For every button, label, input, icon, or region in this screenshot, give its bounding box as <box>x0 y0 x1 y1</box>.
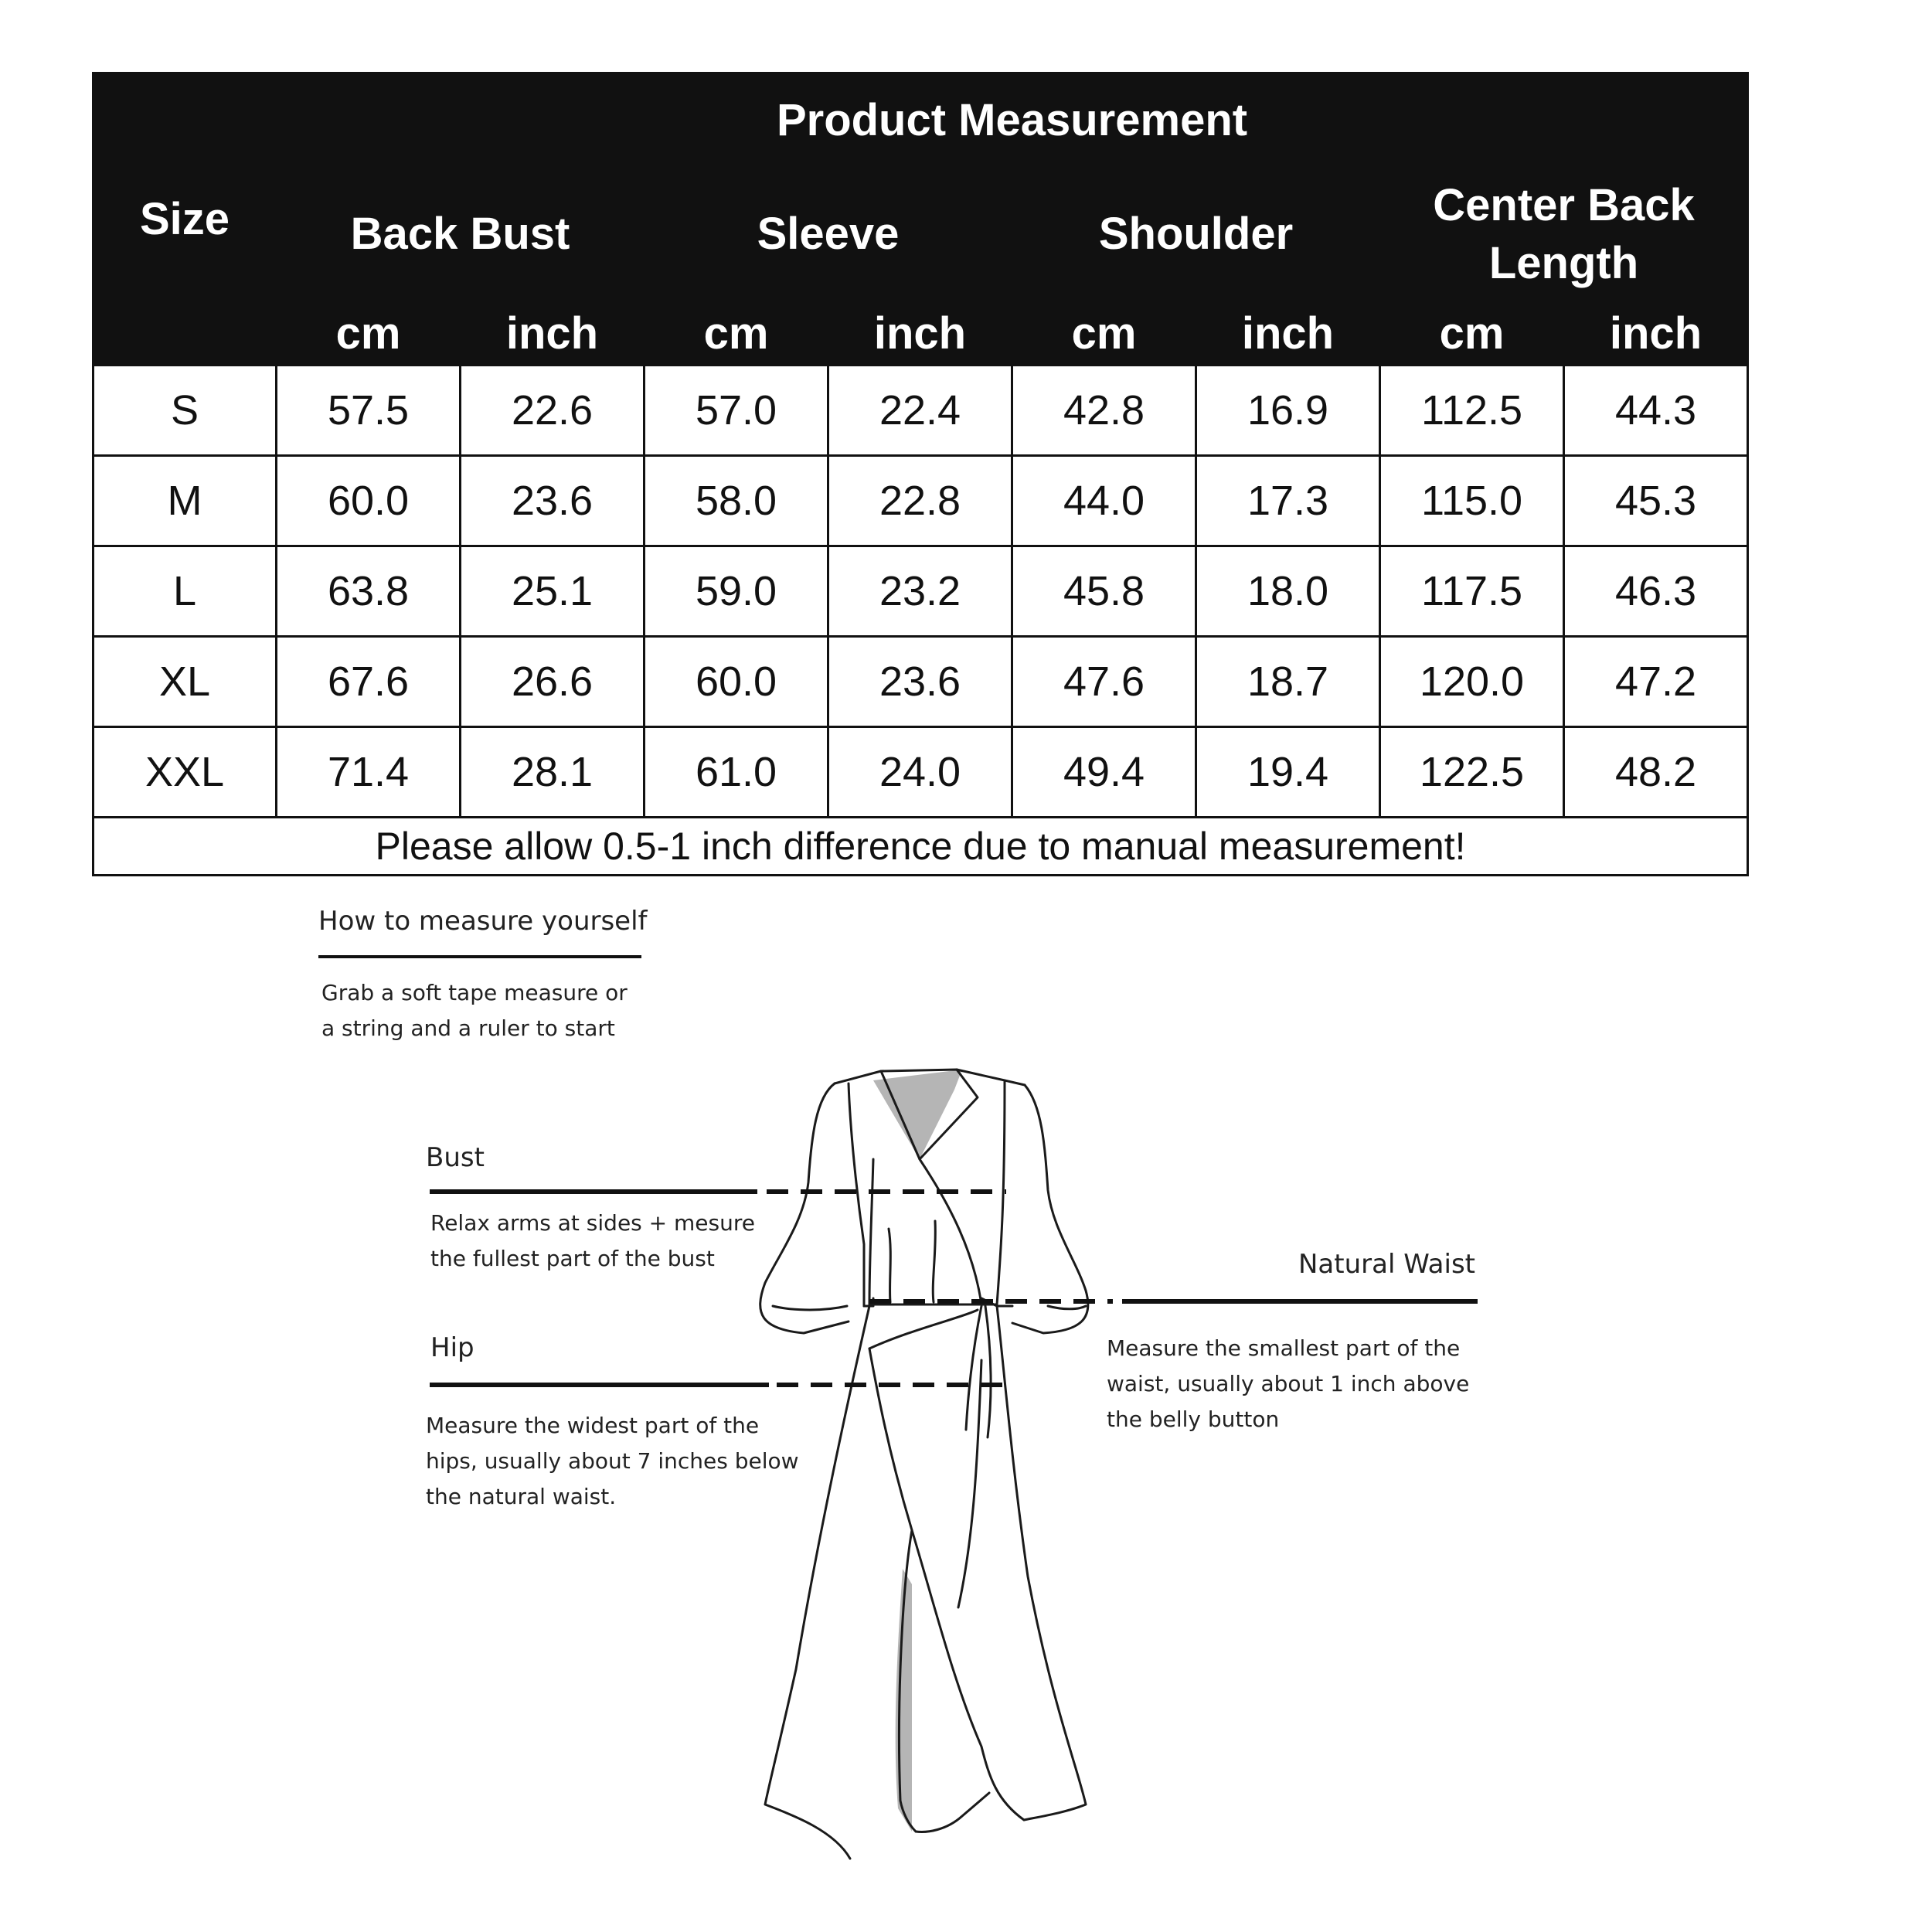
measurement-cell: 49.4 <box>1012 727 1196 818</box>
guide-intro-line: a string and a ruler to start <box>321 1015 615 1041</box>
measurement-cell: 47.2 <box>1564 637 1748 727</box>
size-header: Size <box>94 73 277 366</box>
hip-label: Hip <box>430 1332 474 1363</box>
measurement-cell: 115.0 <box>1380 456 1564 546</box>
hip-description: Measure the widest part of the <box>426 1413 760 1438</box>
unit-header: cm <box>1380 302 1564 366</box>
size-cell: XL <box>94 637 277 727</box>
hip-description: hips, usually about 7 inches below <box>426 1448 799 1474</box>
measurement-cell: 23.6 <box>461 456 645 546</box>
measurement-cell: 22.6 <box>461 366 645 456</box>
measurement-cell: 48.2 <box>1564 727 1748 818</box>
measurement-cell: 42.8 <box>1012 366 1196 456</box>
size-cell: M <box>94 456 277 546</box>
measurement-cell: 60.0 <box>645 637 828 727</box>
group-sleeve: Sleeve <box>645 167 1012 302</box>
waist-description: waist, usually about 1 inch above <box>1107 1371 1470 1396</box>
group-center-back-length: Center Back Length <box>1380 167 1748 302</box>
measurement-cell: 44.0 <box>1012 456 1196 546</box>
unit-header: inch <box>461 302 645 366</box>
unit-header: inch <box>1564 302 1748 366</box>
group-shoulder: Shoulder <box>1012 167 1380 302</box>
size-cell: XXL <box>94 727 277 818</box>
measurement-cell: 45.3 <box>1564 456 1748 546</box>
bust-label: Bust <box>426 1142 485 1173</box>
measurement-cell: 28.1 <box>461 727 645 818</box>
measurement-cell: 19.4 <box>1196 727 1380 818</box>
unit-header: inch <box>1196 302 1380 366</box>
measurement-cell: 61.0 <box>645 727 828 818</box>
measurement-cell: 120.0 <box>1380 637 1564 727</box>
measurement-note: Please allow 0.5-1 inch difference due to manual measurement! <box>94 818 1748 876</box>
measurement-cell: 57.0 <box>645 366 828 456</box>
measurement-cell: 23.6 <box>828 637 1012 727</box>
measurement-cell: 16.9 <box>1196 366 1380 456</box>
measurement-cell: 63.8 <box>277 546 461 637</box>
unit-header: cm <box>1012 302 1196 366</box>
unit-header: inch <box>828 302 1012 366</box>
measurement-cell: 24.0 <box>828 727 1012 818</box>
measurement-cell: 22.8 <box>828 456 1012 546</box>
waist-label: Natural Waist <box>1298 1249 1475 1280</box>
measurement-cell: 67.6 <box>277 637 461 727</box>
measurement-cell: 18.7 <box>1196 637 1380 727</box>
measurement-cell: 58.0 <box>645 456 828 546</box>
dress-outline <box>760 1070 1088 1859</box>
measurement-cell: 47.6 <box>1012 637 1196 727</box>
bust-description: the fullest part of the bust <box>430 1246 715 1271</box>
product-measurement-title: Product Measurement <box>277 73 1748 167</box>
measurement-cell: 26.6 <box>461 637 645 727</box>
measurement-cell: 18.0 <box>1196 546 1380 637</box>
group-back-bust: Back Bust <box>277 167 645 302</box>
unit-header: cm <box>645 302 828 366</box>
measurement-cell: 17.3 <box>1196 456 1380 546</box>
unit-header: cm <box>277 302 461 366</box>
measurement-cell: 71.4 <box>277 727 461 818</box>
measurement-cell: 112.5 <box>1380 366 1564 456</box>
measurement-cell: 44.3 <box>1564 366 1748 456</box>
waist-description: the belly button <box>1107 1406 1280 1432</box>
guide-heading: How to measure yourself <box>318 906 648 937</box>
measurement-cell: 23.2 <box>828 546 1012 637</box>
measurement-cell: 59.0 <box>645 546 828 637</box>
measurement-cell: 117.5 <box>1380 546 1564 637</box>
measurement-cell: 60.0 <box>277 456 461 546</box>
measurement-cell: 25.1 <box>461 546 645 637</box>
waist-description: Measure the smallest part of the <box>1107 1335 1461 1361</box>
measurement-cell: 46.3 <box>1564 546 1748 637</box>
measurement-cell: 57.5 <box>277 366 461 456</box>
measurement-cell: 45.8 <box>1012 546 1196 637</box>
bust-description: Relax arms at sides + mesure <box>430 1210 755 1236</box>
guide-intro-line: Grab a soft tape measure or <box>321 980 628 1005</box>
size-cell: S <box>94 366 277 456</box>
hip-description: the natural waist. <box>426 1484 617 1509</box>
size-cell: L <box>94 546 277 637</box>
measurement-cell: 122.5 <box>1380 727 1564 818</box>
measurement-cell: 22.4 <box>828 366 1012 456</box>
